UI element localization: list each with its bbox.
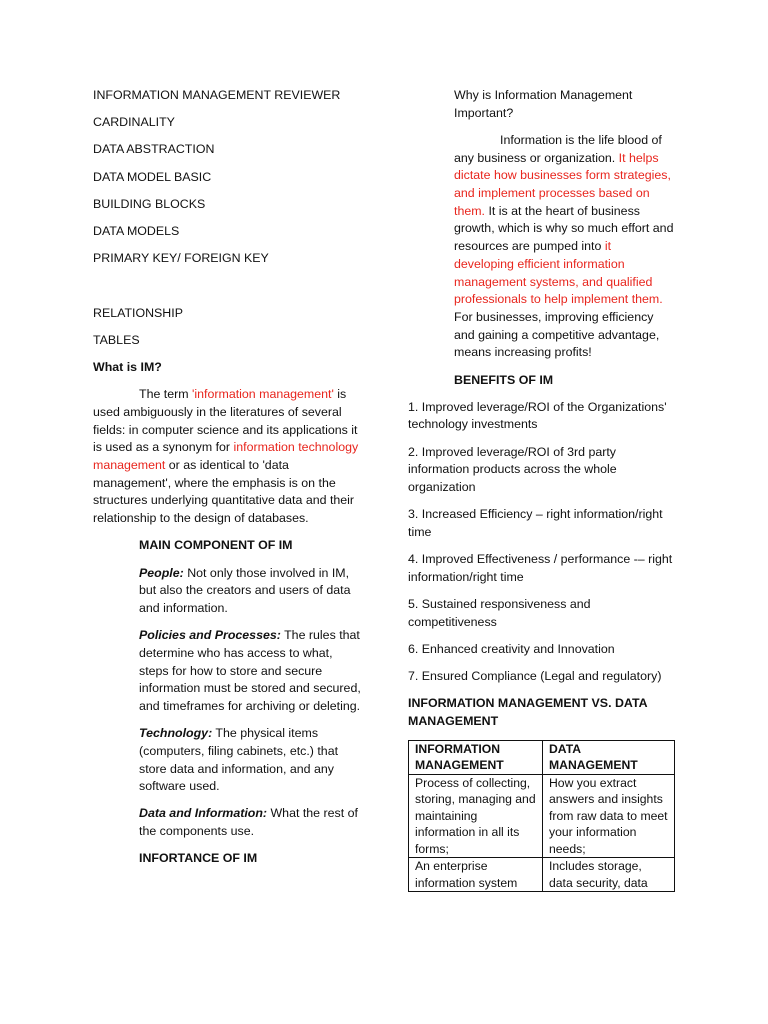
text-run: For businesses, improving efficiency and gaining a competitive advantage, means increasing profits! [454, 309, 660, 360]
component-text: Not only those involved in IM, but also the creators and users of data and information. [139, 565, 351, 615]
benefit-item: 6. Enhanced creativity and Innovation [408, 641, 615, 656]
left-column [93, 87, 365, 868]
topic-item: BUILDING BLOCKS [93, 196, 206, 211]
component-people [139, 565, 365, 618]
main-components [139, 537, 365, 868]
text-run: The term [139, 387, 193, 402]
component-label: Technology: [139, 726, 213, 741]
component-data [139, 805, 365, 840]
topic-item: INFORMATION MANAGEMENT REVIEWER [93, 88, 341, 102]
table-row [409, 858, 675, 892]
table-header-cell: INFORMATION MANAGEMENT [409, 740, 543, 774]
component-technology [139, 725, 365, 796]
right-column [408, 87, 680, 892]
component-label: Data and Information: [139, 806, 268, 821]
highlight-run: It helps dictate how businesses form strategies, and implement processes based on them. [454, 150, 671, 218]
highlight-run: 'information management' [192, 387, 334, 402]
component-text: The rules that determine who has access to what, steps for how to store and secure information must be stored and secured, and timeframes for archiving or deleting. [139, 628, 361, 713]
table-cell: How you extract answers and insights from raw data to meet your information needs; [543, 774, 675, 858]
infortance-heading: INFORTANCE OF IM [139, 851, 258, 866]
topic-item: TABLES [93, 332, 140, 347]
table-cell: Process of collecting, storing, managing and maintaining information in all its forms; [409, 774, 543, 858]
blank-line [93, 277, 365, 295]
table-cell: Includes storage, data security, data [543, 858, 675, 892]
topic-item: DATA ABSTRACTION [93, 142, 215, 157]
comparison-table [408, 740, 675, 893]
what-heading: What is IM? [93, 360, 162, 375]
main-heading: MAIN COMPONENT OF IM [139, 538, 293, 553]
why-block [454, 87, 674, 389]
text-run: Information is the life blood of any business or organization. [454, 132, 662, 165]
benefit-item: 3. Increased Efficiency – right information/right time [408, 507, 663, 539]
table-row [409, 774, 675, 858]
benefit-item: 5. Sustained responsiveness and competitiveness [408, 597, 591, 629]
table-cell: An enterprise information system [409, 858, 543, 892]
benefit-item: 4. Improved Effectiveness / performance -– right information/right time [408, 552, 673, 584]
benefit-item: 2. Improved leverage/ROI of 3rd party information products across the whole organization [408, 444, 617, 495]
topic-item: DATA MODELS [93, 224, 180, 239]
component-label: Policies and Processes: [139, 628, 281, 643]
vs-heading: INFORMATION MANAGEMENT VS. DATA MANAGEMENT [408, 696, 648, 729]
table-header-row [409, 740, 675, 774]
topic-item: RELATIONSHIP [93, 305, 183, 320]
text-run: is used ambiguously in the literatures of several fields: in computer science and its applications it is used as a synonym for [93, 387, 358, 455]
topic-item: CARDINALITY [93, 115, 175, 130]
benefit-item: 7. Ensured Compliance (Legal and regulatory) [408, 669, 662, 684]
topic-item: PRIMARY KEY/ FOREIGN KEY [93, 251, 269, 266]
component-policies [139, 627, 365, 716]
component-label: People: [139, 565, 184, 580]
benefits-list [408, 399, 680, 686]
what-paragraph [93, 386, 365, 528]
text-run: It is at the heart of business growth, which is why so much effort and resources are pumped into [454, 203, 674, 254]
component-text: What the rest of the components use. [139, 806, 358, 839]
benefit-item: 1. Improved leverage/ROI of the Organizations' technology investments [408, 399, 667, 432]
table-header-cell: DATA MANAGEMENT [543, 740, 675, 774]
topic-item: DATA MODEL BASIC [93, 169, 212, 184]
topic-list [93, 87, 365, 350]
component-text: The physical items (computers, filing cabinets, etc.) that store data and information, and any software used. [139, 726, 339, 794]
benefits-heading: BENEFITS OF IM [454, 372, 554, 387]
why-paragraph [454, 132, 674, 362]
text-run: or as identical to 'data management', where the emphasis is on the structures underlying quantitative data and their relationship to the design of databases. [93, 458, 355, 526]
highlight-run: information technology management [93, 440, 359, 473]
why-heading: Why is Information Management Important? [454, 88, 633, 120]
highlight-run: it developing efficient information management systems, and qualified professionals to help implement them. [454, 239, 663, 307]
